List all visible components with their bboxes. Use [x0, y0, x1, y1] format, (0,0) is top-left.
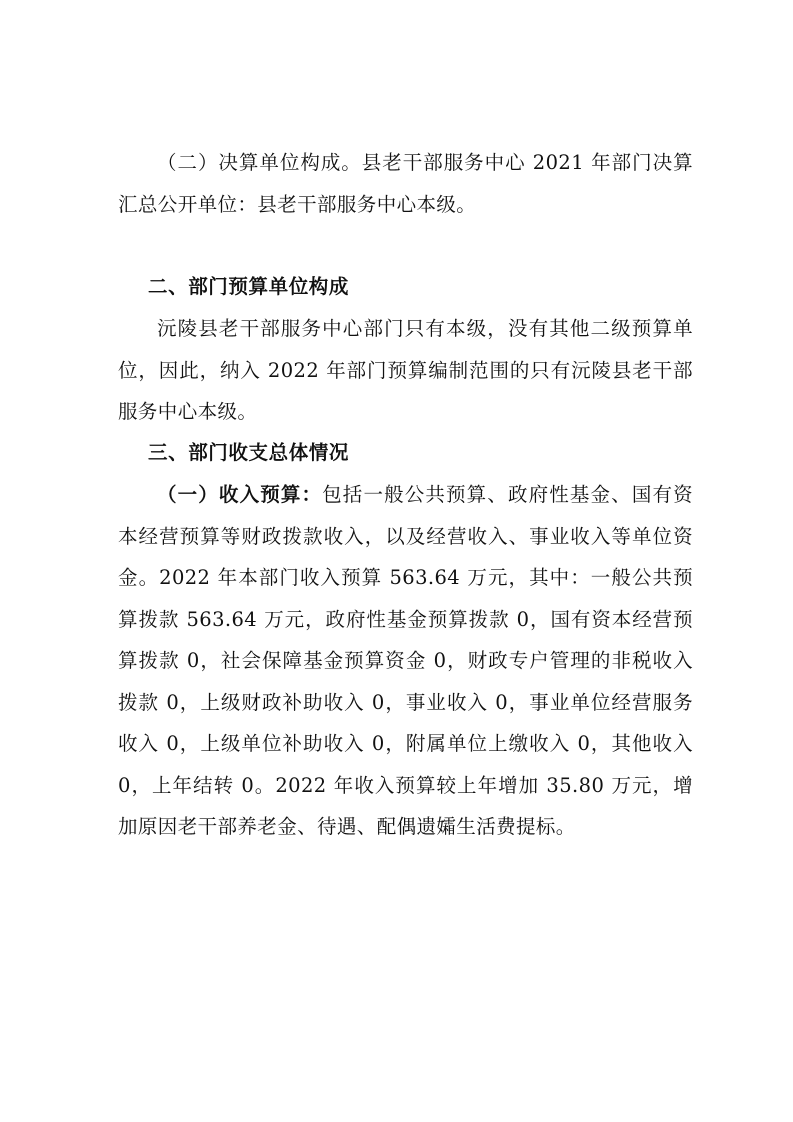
heading-budget-unit-composition: 二、部门预算单位构成: [148, 275, 350, 298]
revenue-budget-body: 包括一般公共预算、政府性基金、国有资本经营预算等财政拨款收入，以及经营收入、事业收入等单位资金。2022 年本部门收入预算 563.64 万元，其中：一般公共预算拨款 563.64 万元，政府性基金预算拨款 0，国有资本经营预算拨款 0，社会保障基金预算资金 0，财政专户管理的非税收入拨款 0，上级财政补助收入 0，事业收入 0，事业单位经营服务收入 0，上级单位补助收入 0，附属单位上缴收入 0，其他收入 0，上年结转 0。2022 年收入预算较上年增加 35.80 万元，增加原因老干部养老金、待遇、配偶遗孀生活费提标。: [118, 483, 694, 838]
paragraph-settlement-units: （二）决算单位构成。县老干部服务中心 2021 年部门决算汇总公开单位：县老干部服务中心本级。: [118, 151, 693, 216]
paragraph-budget-unit-composition: 沅陵县老干部服务中心部门只有本级，没有其他二级预算单位，因此，纳入 2022 年部门预算编制范围的只有沅陵县老干部服务中心本级。: [118, 317, 693, 423]
heading-revenue-expenditure-overview: 三、部门收支总体情况: [148, 441, 350, 464]
revenue-budget-lead: （一）收入预算：: [157, 483, 323, 506]
paragraph-revenue-budget: [118, 474, 693, 848]
